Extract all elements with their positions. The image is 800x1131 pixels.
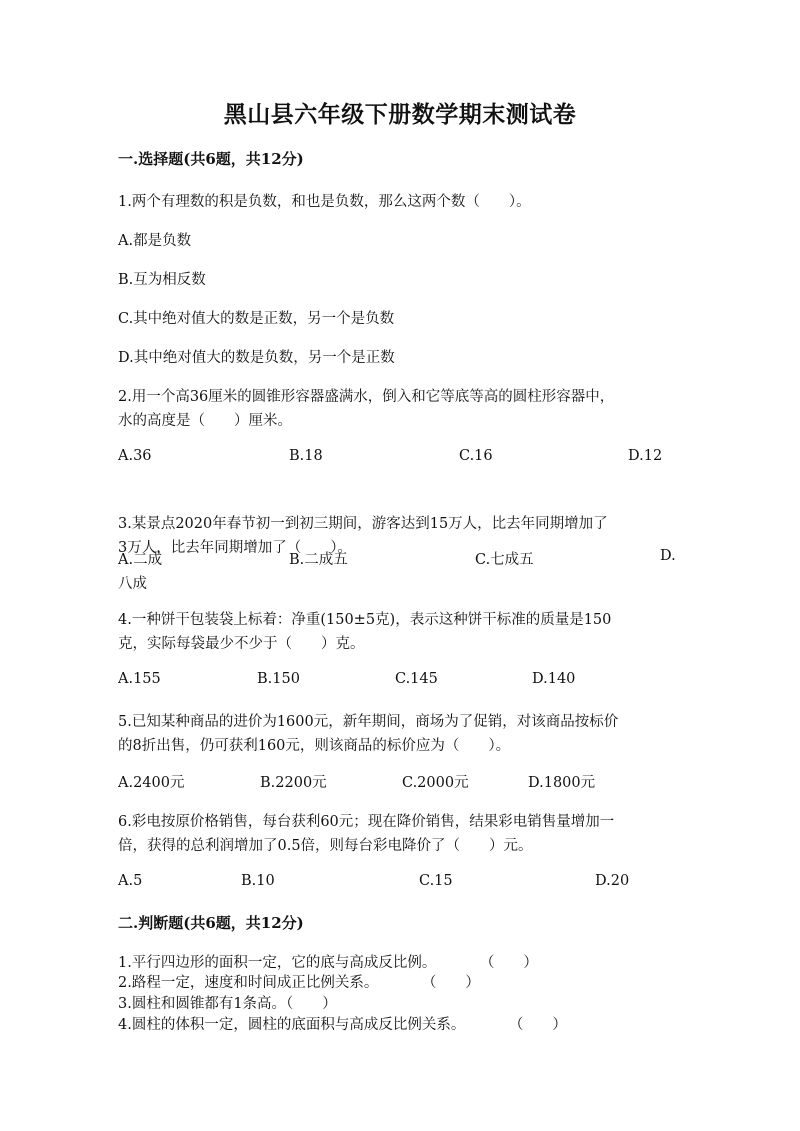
question-3-stem-line1: 3.某景点2020年春节初一到初三期间，游客达到15万人，比去年同期增加了: [118, 516, 608, 532]
judgement-item-1: 1.平行四边形的面积一定，它的底与高成反比例。 （ ）: [118, 955, 538, 971]
question-1-option-d: D.其中绝对值大的数是负数，另一个是正数: [118, 350, 395, 366]
question-3-option-a: A.二成: [118, 552, 163, 568]
section-heading-choice: 一.选择题(共6题，共12分): [118, 150, 304, 168]
question-6-option-d: D.20: [595, 873, 630, 889]
question-5-stem-line2: 的8折出售，仍可获利160元，则该商品的标价应为（ ）。: [118, 738, 511, 754]
question-2-stem-line1: 2.用一个高36厘米的圆锥形容器盛满水，倒入和它等底等高的圆柱形容器中，: [118, 389, 615, 405]
question-1-option-a: A.都是负数: [118, 233, 192, 249]
question-4-option-c: C.145: [395, 671, 438, 687]
question-3-stem-line2: 3万人，比去年同期增加了（ ）。: [118, 540, 352, 556]
question-4-stem-line2: 克，实际每袋最少不少于（ ）克。: [118, 636, 365, 652]
question-1-option-b: B.互为相反数: [118, 272, 206, 288]
page-title: 黑山县六年级下册数学期末测试卷: [223, 101, 577, 128]
question-4-option-a: A.155: [118, 671, 161, 687]
question-6-stem-line2: 倍，获得的总利润增加了0.5倍，则每台彩电降价了（ ）元。: [118, 838, 533, 854]
question-5-option-c: C.2000元: [402, 775, 469, 791]
question-3-option-c: C.七成五: [475, 552, 534, 568]
question-5-option-b: B.2200元: [260, 775, 327, 791]
question-6-option-c: C.15: [419, 873, 453, 889]
question-4-stem-line1: 4.一种饼干包装袋上标着：净重(150±5克)，表示这种饼干标准的质量是150: [118, 612, 612, 628]
question-2-stem-line2: 水的高度是（ ）厘米。: [118, 413, 292, 429]
question-2-option-c: C.16: [459, 448, 493, 464]
question-3-option-d-text: 八成: [118, 576, 147, 592]
judgement-item-3: 3.圆柱和圆锥都有1条高。（ ）: [118, 996, 337, 1012]
judgement-item-4: 4.圆柱的体积一定，圆柱的底面积与高成反比例关系。 （ ）: [118, 1017, 567, 1033]
question-2-option-a: A.36: [118, 448, 152, 464]
question-3-option-b: B.二成五: [289, 552, 348, 568]
question-3-option-d-label: D.: [660, 548, 676, 564]
question-2-option-b: B.18: [289, 448, 323, 464]
question-5-stem-line1: 5.已知某种商品的进价为1600元，新年期间，商场为了促销，对该商品按标价: [118, 714, 619, 730]
question-1-option-c: C.其中绝对值大的数是正数，另一个是负数: [118, 311, 395, 327]
question-1-stem: 1.两个有理数的积是负数，和也是负数，那么这两个数（ ）。: [118, 194, 531, 210]
question-4-option-b: B.150: [257, 671, 300, 687]
judgement-item-2: 2.路程一定，速度和时间成正比例关系。 （ ）: [118, 975, 480, 991]
question-2-option-d: D.12: [628, 448, 663, 464]
question-6-option-b: B.10: [241, 873, 275, 889]
question-6-stem-line1: 6.彩电按原价格销售，每台获利60元；现在降价销售，结果彩电销售量增加一: [118, 814, 615, 830]
question-5-option-d: D.1800元: [528, 775, 596, 791]
section-heading-judgement: 二.判断题(共6题，共12分): [118, 914, 304, 932]
question-5-option-a: A.2400元: [118, 775, 185, 791]
question-6-option-a: A.5: [118, 873, 143, 889]
question-4-option-d: D.140: [532, 671, 576, 687]
